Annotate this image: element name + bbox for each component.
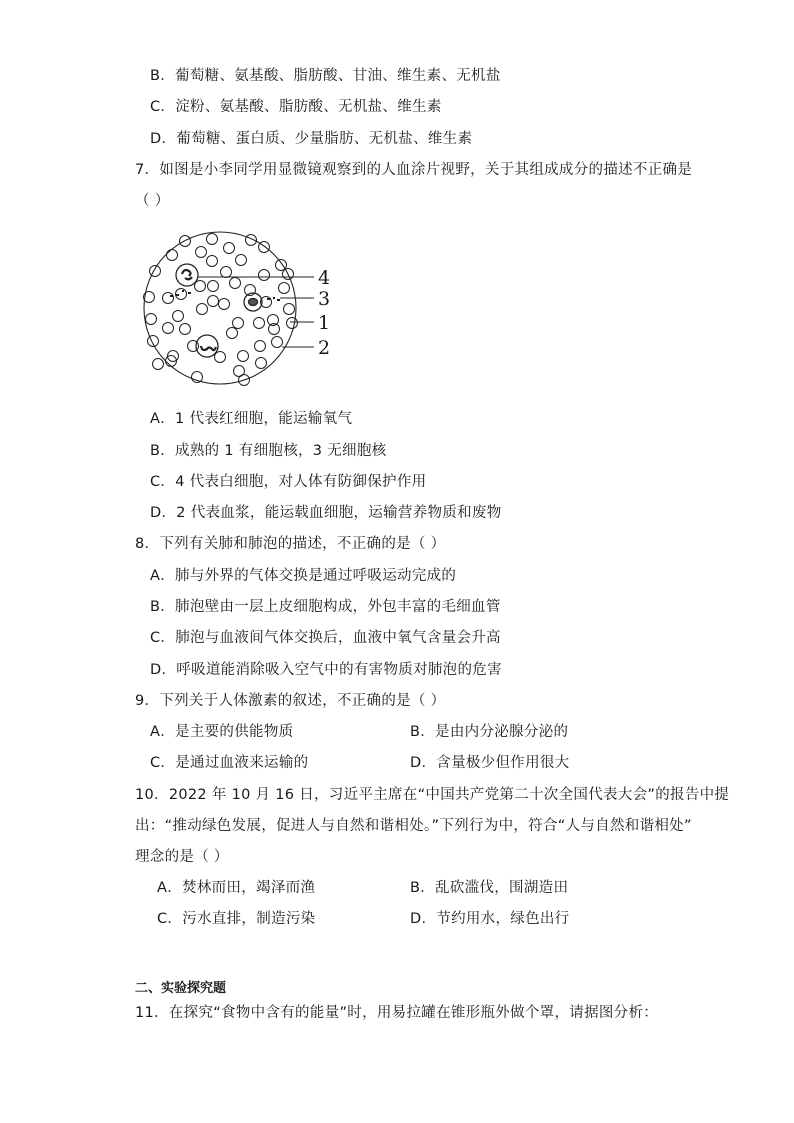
- q7-option-c: C．4 代表白细胞，对人体有防御保护作用: [150, 474, 427, 490]
- q9-stem: 9．下列关于人体激素的叙述，不正确的是（ ）: [135, 693, 446, 709]
- q8-option-d: D．呼吸道能消除吸入空气中的有害物质对肺泡的危害: [150, 662, 502, 678]
- q9-option-a: A．是主要的供能物质: [150, 724, 294, 740]
- q7-stem-line1: 7．如图是小李同学用显微镜观察到的人血涂片视野，关于其组成成分的描述不正确是: [135, 162, 693, 178]
- q7-option-d: D．2 代表血浆，能运载血细胞，运输营养物质和废物: [150, 505, 502, 521]
- q8-option-a: A．肺与外界的气体交换是通过呼吸运动完成的: [150, 568, 457, 584]
- white-blood-cell-middle: [244, 293, 262, 311]
- q8-option-c: C．肺泡与血液间气体交换后，血液中氧气含量会升高: [150, 630, 501, 646]
- white-blood-cell-upper: [176, 264, 198, 286]
- q10-stem-line1: 10．2022 年 10 月 16 日，习近平主席在“中国共产党第二十次全国代表大会”的报告中提: [135, 787, 730, 803]
- q7-stem-line2: （ ）: [135, 193, 170, 209]
- q9-option-b: B．是由内分泌腺分泌的: [410, 724, 569, 740]
- q6-option-b: B．葡萄糖、氨基酸、脂肪酸、甘油、维生素、无机盐: [150, 68, 501, 84]
- q6-option-c: C．淀粉、氨基酸、脂肪酸、无机盐、维生素: [150, 99, 442, 115]
- label-2: 2: [318, 337, 331, 359]
- white-blood-cell-lower: [196, 335, 218, 357]
- q7-option-a: A．1 代表红细胞，能运输氧气: [150, 411, 353, 427]
- q7-option-b: B．成熟的 1 有细胞核，3 无细胞核: [150, 443, 387, 459]
- q8-option-b: B．肺泡壁由一层上皮细胞构成，外包丰富的毛细血管: [150, 599, 501, 615]
- blood-smear-figure: [140, 228, 340, 390]
- q10-stem-line3: 理念的是（ ）: [135, 849, 229, 865]
- q9-option-d: D．含量极少但作用很大: [410, 755, 570, 771]
- q10-option-c: C．污水直排，制造污染: [157, 911, 316, 927]
- q10-option-d: D．节约用水，绿色出行: [410, 911, 570, 927]
- label-3: 3: [318, 288, 331, 310]
- section-heading-experiment: 二、实验探究题: [135, 981, 227, 996]
- q9-option-c: C．是通过血液来运输的: [150, 755, 309, 771]
- q10-option-a: A．焚林而田，竭泽而渔: [157, 880, 316, 896]
- label-1: 1: [318, 312, 331, 334]
- q6-option-d: D．葡萄糖、蛋白质、少量脂肪、无机盐、维生素: [150, 131, 473, 147]
- q10-stem-line2: 出：“推动绿色发展，促进人与自然和谐相处。”下列行为中，符合“人与自然和谐相处”: [135, 818, 692, 834]
- q10-option-b: B．乱砍滥伐，围湖造田: [410, 880, 569, 896]
- q8-stem: 8．下列有关肺和肺泡的描述，不正确的是（ ）: [135, 536, 446, 552]
- label-4: 4: [318, 267, 331, 289]
- q11-stem: 11．在探究“食物中含有的能量”时，用易拉罐在锥形瓶外做个罩，请据图分析：: [135, 1005, 659, 1021]
